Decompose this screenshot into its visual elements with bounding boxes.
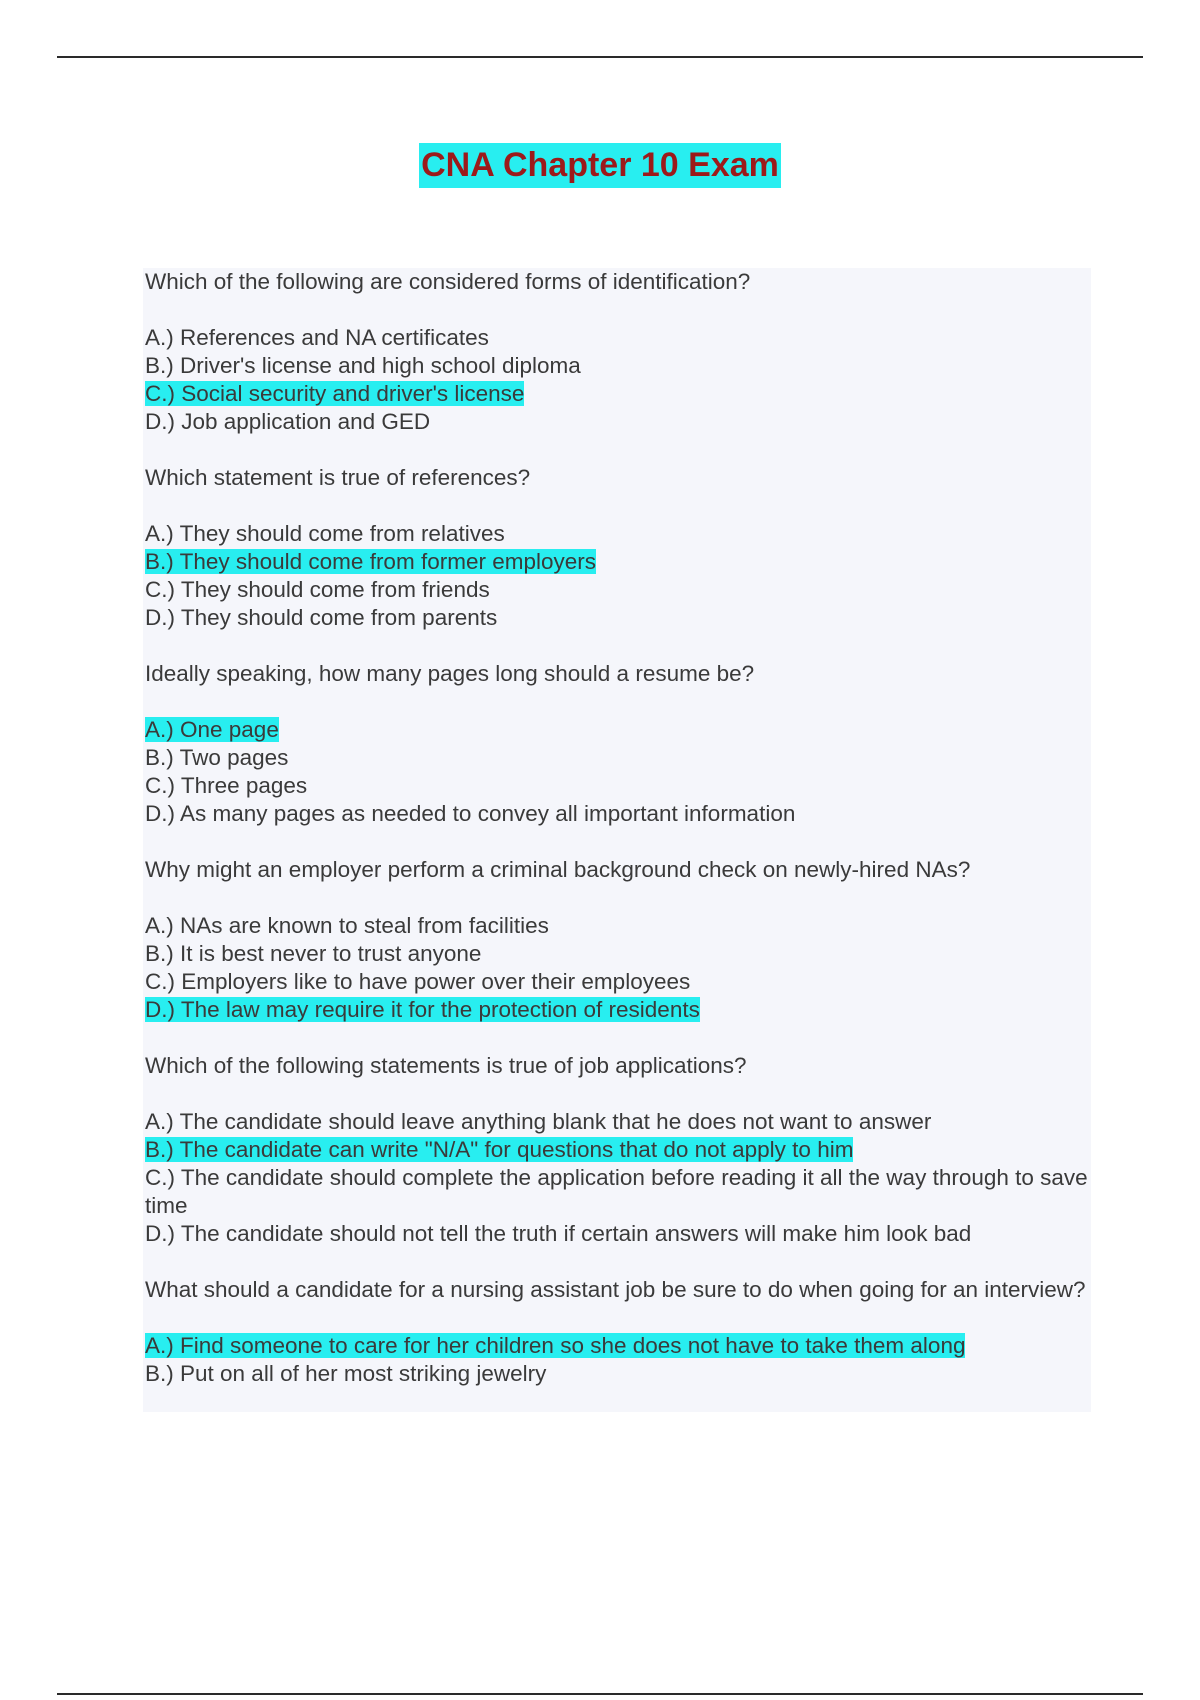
question-text: Why might an employer perform a criminal background check on newly-hired NAs?	[145, 857, 971, 882]
question-block	[145, 268, 1091, 436]
answer-option-text: B.) Put on all of her most striking jewelry	[145, 1361, 547, 1386]
answer-option-text: C.) The candidate should complete the application before reading it all the way through to save time	[145, 1165, 1088, 1218]
question-text: Which of the following statements is true of job applications?	[145, 1053, 747, 1078]
answer-option-correct	[145, 548, 1091, 576]
answer-option	[145, 604, 1091, 632]
answer-option	[145, 772, 1091, 800]
answer-option	[145, 744, 1091, 772]
answer-option-text: D.) They should come from parents	[145, 605, 498, 630]
answer-option	[145, 520, 1091, 548]
answer-option-text: C.) Employers like to have power over their employees	[145, 969, 691, 994]
answer-option	[145, 912, 1091, 940]
answer-option-text: C.) Social security and driver's license	[145, 381, 525, 406]
question-block	[145, 464, 1091, 632]
answer-option-correct	[145, 380, 1091, 408]
question-block	[145, 1276, 1091, 1388]
answer-option-correct	[145, 1332, 1091, 1360]
answer-option-text: A.) Find someone to care for her children so she does not have to take them along	[145, 1333, 966, 1358]
answer-option	[145, 576, 1091, 604]
answer-option	[145, 1108, 1091, 1136]
question-block	[145, 1052, 1091, 1248]
answer-options	[145, 324, 1091, 436]
answer-option	[145, 1220, 1091, 1248]
question-text: Ideally speaking, how many pages long should a resume be?	[145, 661, 755, 686]
answer-option	[145, 1360, 1091, 1388]
question-text: Which of the following are considered forms of identification?	[145, 269, 751, 294]
answer-options	[145, 912, 1091, 1024]
question-text: What should a candidate for a nursing assistant job be sure to do when going for an interview?	[145, 1277, 1086, 1302]
answer-option-text: D.) The law may require it for the protection of residents	[145, 997, 700, 1022]
answer-option-text: C.) Three pages	[145, 773, 308, 798]
answer-option-text: A.) References and NA certificates	[145, 325, 489, 350]
answer-options	[145, 716, 1091, 828]
top-rule	[57, 56, 1143, 58]
title-container	[0, 143, 1200, 188]
answer-option-text: B.) Two pages	[145, 745, 289, 770]
answer-option-correct	[145, 716, 1091, 744]
question-text: Which statement is true of references?	[145, 465, 531, 490]
answer-option-text: B.) It is best never to trust anyone	[145, 941, 482, 966]
answer-options	[145, 1108, 1091, 1248]
answer-option-correct	[145, 1136, 1091, 1164]
answer-option-correct	[145, 996, 1091, 1024]
page-title: CNA Chapter 10 Exam	[419, 143, 781, 188]
question-block	[145, 660, 1091, 828]
answer-option-text: D.) The candidate should not tell the truth if certain answers will make him look bad	[145, 1221, 972, 1246]
answer-option-text: A.) They should come from relatives	[145, 521, 505, 546]
bottom-rule	[57, 1693, 1143, 1695]
answer-option-text: A.) The candidate should leave anything blank that he does not want to answer	[145, 1109, 932, 1134]
answer-option-text: A.) NAs are known to steal from facilities	[145, 913, 549, 938]
answer-option	[145, 324, 1091, 352]
question-block	[145, 856, 1091, 1024]
answer-option-text: D.) Job application and GED	[145, 409, 431, 434]
answer-option-text: D.) As many pages as needed to convey all important information	[145, 801, 796, 826]
answer-option	[145, 968, 1091, 996]
answer-option-text: C.) They should come from friends	[145, 577, 490, 602]
answer-option	[145, 408, 1091, 436]
answer-option	[145, 352, 1091, 380]
answer-option	[145, 940, 1091, 968]
answer-option-text: A.) One page	[145, 717, 279, 742]
exam-content	[143, 268, 1091, 1412]
answer-option-text: B.) Driver's license and high school diploma	[145, 353, 581, 378]
answer-option-text: B.) The candidate can write "N/A" for questions that do not apply to him	[145, 1137, 854, 1162]
answer-option-text: B.) They should come from former employers	[145, 549, 596, 574]
answer-option	[145, 800, 1091, 828]
answer-option	[145, 1164, 1091, 1220]
answer-options	[145, 1332, 1091, 1388]
answer-options	[145, 520, 1091, 632]
